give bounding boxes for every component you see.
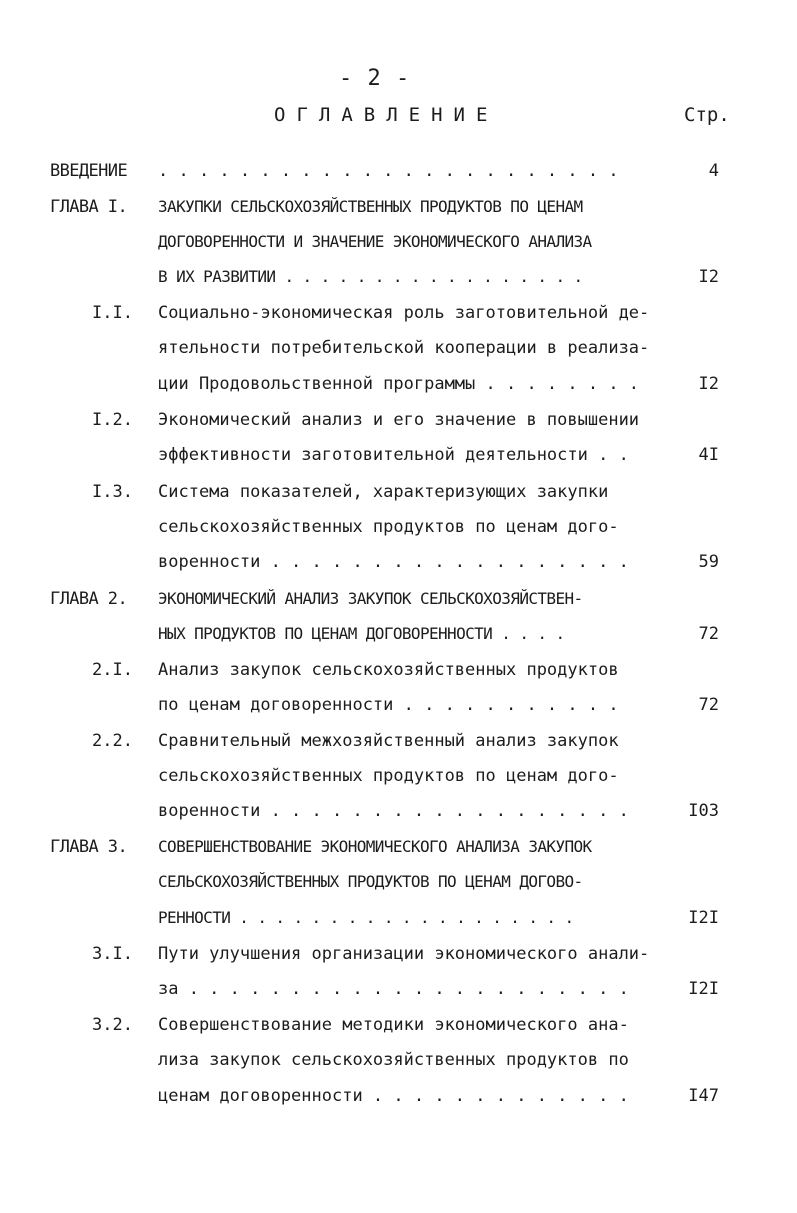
toc-page-number: 4 — [708, 161, 719, 181]
toc-line: сельскохозяйственных продуктов по ценам дого- — [158, 766, 619, 786]
toc-entry-label: I.3. — [92, 482, 133, 502]
toc-line: РЕННОСТИ . . . . . . . . . . . . . . . . . . . — [158, 908, 574, 927]
toc-page-number: 72 — [698, 624, 719, 644]
toc-page-number: I47 — [688, 1086, 719, 1106]
toc-line: Система показателей, характеризующих закупки — [158, 482, 609, 502]
toc-line: . . . . . . . . . . . . . . . . . . . . . . . — [158, 161, 619, 181]
toc-line: ДОГОВОРЕННОСТИ И ЗНАЧЕНИЕ ЭКОНОМИЧЕСКОГО АНАЛИЗА — [158, 232, 592, 251]
toc-line: ЭКОНОМИЧЕСКИЙ АНАЛИЗ ЗАКУПОК СЕЛЬСКОХОЗЯЙСТВЕН- — [158, 589, 583, 608]
toc-line: воренности . . . . . . . . . . . . . . . . . . — [158, 801, 629, 821]
toc-line: Пути улучшения организации экономического анали- — [158, 944, 650, 964]
toc-line: Анализ закупок сельскохозяйственных продуктов — [158, 660, 619, 680]
toc-page-number: 59 — [698, 552, 719, 572]
toc-line: СЕЛЬСКОХОЗЯЙСТВЕННЫХ ПРОДУКТОВ ПО ЦЕНАМ ДОГОВО- — [158, 872, 583, 891]
toc-entry-label: ГЛАВА 3. — [50, 837, 128, 857]
toc-line: ценам договоренности . . . . . . . . . . . . . — [158, 1086, 629, 1106]
page-number: - 2 - — [339, 66, 411, 91]
toc-line: Экономический анализ и его значение в повышении — [158, 410, 640, 430]
toc-line: ЗАКУПКИ СЕЛЬСКОХОЗЯЙСТВЕННЫХ ПРОДУКТОВ ПО ЦЕНАМ — [158, 197, 583, 216]
toc-line: СОВЕРШЕНСТВОВАНИЕ ЭКОНОМИЧЕСКОГО АНАЛИЗА ЗАКУПОК — [158, 837, 592, 856]
toc-entry-label: 2.I. — [92, 660, 133, 680]
toc-line: Социально-экономическая роль заготовительной де- — [158, 303, 650, 323]
toc-page-number: 72 — [698, 695, 719, 715]
toc-line: Сравнительный межхозяйственный анализ закупок — [158, 731, 619, 751]
toc-line: по ценам договоренности . . . . . . . . . . . — [158, 695, 619, 715]
toc-line: Совершенствование методики экономического ана- — [158, 1015, 629, 1035]
toc-line: сельскохозяйственных продуктов по ценам дого- — [158, 517, 619, 537]
toc-line: эффективности заготовительной деятельности . . — [158, 445, 629, 465]
toc-entry-label: ГЛАВА I. — [50, 197, 128, 217]
toc-line: ятельности потребительской кооперации в реализа- — [158, 338, 650, 358]
toc-page-number: I2 — [698, 267, 719, 287]
toc-page-number: I2I — [688, 979, 719, 999]
toc-entry-label: 3.2. — [92, 1015, 133, 1035]
toc-page-number: I2I — [688, 908, 719, 928]
toc-line: ции Продовольственной программы . . . . . . . . — [158, 374, 640, 394]
toc-line: воренности . . . . . . . . . . . . . . . . . . — [158, 552, 629, 572]
toc-page-number: I2 — [698, 374, 719, 394]
toc-line: НЫХ ПРОДУКТОВ ПО ЦЕНАМ ДОГОВОРЕННОСТИ . . . . — [158, 624, 565, 643]
toc-entry-label: I.I. — [92, 303, 133, 323]
page-column-label: Стр. — [684, 104, 730, 126]
toc-page-number: I03 — [688, 801, 719, 821]
toc-line: за . . . . . . . . . . . . . . . . . . . . . . — [158, 979, 629, 999]
toc-entry-label: 2.2. — [92, 731, 133, 751]
toc-page-number: 4I — [698, 445, 719, 465]
toc-line: В ИХ РАЗВИТИИ . . . . . . . . . . . . . . . . . — [158, 267, 583, 286]
toc-line: лиза закупок сельскохозяйственных продуктов по — [158, 1050, 629, 1070]
toc-title: ОГЛАВЛЕНИЕ — [274, 104, 499, 126]
toc-entry-label: ВВЕДЕНИЕ — [50, 161, 128, 181]
toc-entry-label: ГЛАВА 2. — [50, 589, 128, 609]
toc-entry-label: 3.I. — [92, 944, 133, 964]
toc-entry-label: I.2. — [92, 410, 133, 430]
